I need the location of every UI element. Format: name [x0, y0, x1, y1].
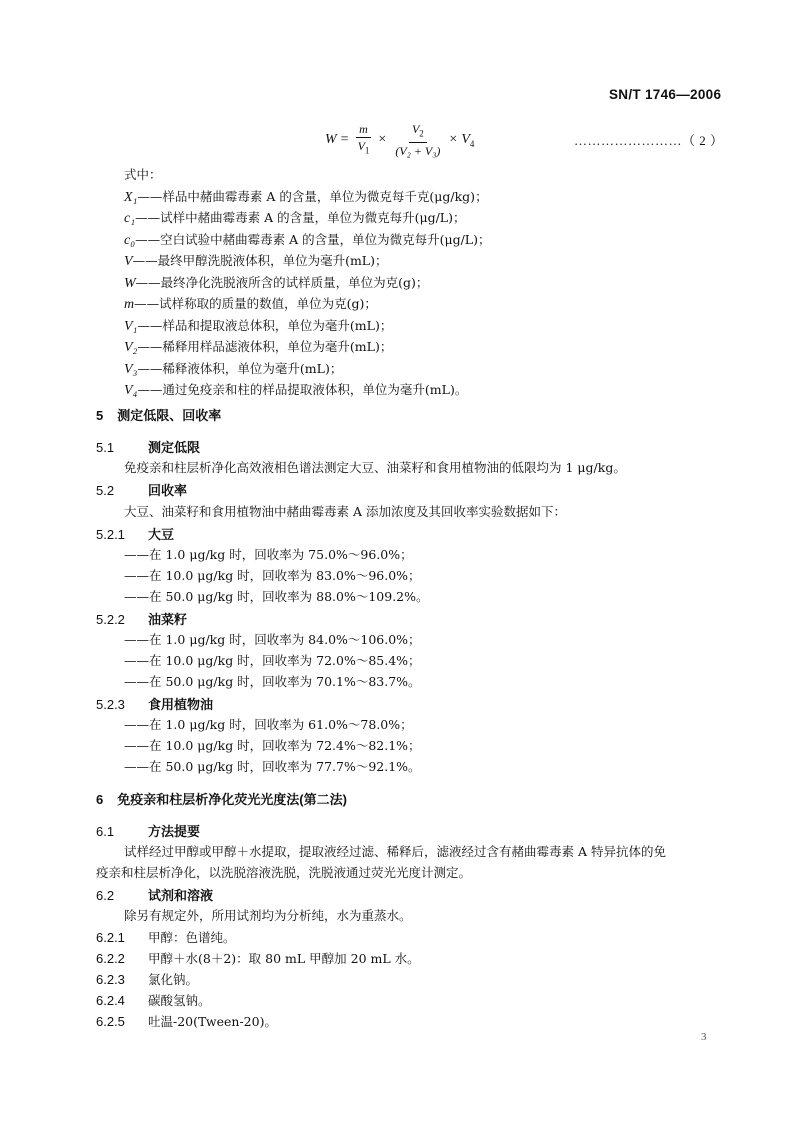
- reagent-item: 6.2.1 甲醇：色谱纯。: [96, 930, 236, 945]
- formula-lhs: W: [325, 132, 337, 147]
- definition-line: V₂——稀释用样品滤液体积，单位为毫升(mL)；: [124, 339, 393, 355]
- formula: [325, 118, 474, 162]
- section-6-heading: 6 免疫亲和柱层析净化荧光光度法(第二法): [96, 792, 347, 807]
- definition-line: X₁——样品中赭曲霉毒素 A 的含量，单位为微克每千克(μg/kg)；: [124, 188, 488, 205]
- definition-line: W——最终净化洗脱液所含的试样质量，单位为克(g)；: [124, 274, 429, 291]
- list-item: ——在 10.0 μg/kg 时，回收率为 83.0%～96.0%；: [124, 568, 421, 583]
- section-5-2-text: 大豆、油菜籽和食用植物油中赭曲霉毒素 A 添加浓度及其回收率实验数据如下：: [124, 504, 566, 519]
- section-6-2-text: 除另有规定外，所用试剂均为分析纯，水为重蒸水。: [124, 908, 412, 923]
- section-6-1-text-line2: 疫亲和柱层析净化，以洗脱溶液洗脱，洗脱液通过荧光光度计测定。: [96, 865, 472, 880]
- list-item: ——在 10.0 μg/kg 时，回收率为 72.0%～85.4%；: [124, 653, 421, 668]
- where-label: 式中：: [124, 167, 162, 182]
- definition-line: m——试样称取的质量的数值，单位为克(g)；: [124, 296, 377, 312]
- section-6-2-heading: 6.2 试剂和溶液: [96, 888, 214, 903]
- section-5-2-3-heading: 5.2.3 食用植物油: [96, 697, 214, 712]
- section-5-heading: 5 测定低限、回收率: [96, 408, 222, 423]
- definition-line: c₁——试样中赭曲霉毒素 A 的含量，单位为微克每升(μg/L)；: [124, 210, 466, 226]
- reagent-item: 6.2.5 吐温-20(Tween-20)。: [96, 1014, 277, 1029]
- list-item: ——在 1.0 μg/kg 时，回收率为 75.0%～96.0%；: [124, 547, 413, 562]
- reagent-item: 6.2.4 碳酸氢钠。: [96, 993, 211, 1008]
- page-number: 3: [701, 1031, 707, 1043]
- section-5-2-1-heading: 5.2.1 大豆: [96, 527, 175, 542]
- definition-line: V₄——通过免疫亲和柱的样品提取液体积，单位为毫升(mL)。: [124, 382, 468, 398]
- fraction-m-over-v1: [355, 122, 373, 157]
- list-item: ——在 50.0 μg/kg 时，回收率为 77.7%～92.1%。: [124, 759, 421, 774]
- fraction-numerator: m: [356, 122, 371, 138]
- fraction-denominator: (V₂ + V₃): [395, 143, 441, 158]
- section-5-2-2-heading: 5.2.2 油菜籽: [96, 612, 188, 627]
- list-item: ——在 50.0 μg/kg 时，回收率为 70.1%～83.7%。: [124, 674, 421, 689]
- list-item: ——在 1.0 μg/kg 时，回收率为 61.0%～78.0%；: [124, 717, 413, 732]
- list-item: ——在 1.0 μg/kg 时，回收率为 84.0%～106.0%；: [124, 632, 421, 647]
- fraction-v2-over-sum: [392, 122, 443, 157]
- section-6-1-heading: 6.1 方法提要: [96, 824, 201, 839]
- reagent-item: 6.2.3 氯化钠。: [96, 972, 199, 987]
- standard-code: SN/T 1746—2006: [609, 87, 722, 102]
- definition-line: V——最终甲醇洗脱液体积，单位为毫升(mL)；: [124, 253, 388, 269]
- formula-equals: =: [340, 132, 349, 147]
- definition-line: V₃——稀释液体积，单位为毫升(mL)；: [124, 360, 343, 377]
- section-5-1-heading: 5.1 测定低限: [96, 440, 201, 455]
- equation-number: ……………………（ 2 ）: [574, 133, 724, 148]
- definitions-block: [124, 164, 490, 401]
- section-6-1-text-line1: 试样经过甲醇或甲醇＋水提取，提取液经过滤、稀释后，滤液经过含有赭曲霉毒素 A 特异抗体的免: [124, 844, 666, 859]
- fraction-numerator: $V_2$: [409, 122, 427, 142]
- list-item: ——在 50.0 μg/kg 时，回收率为 88.0%～109.2%。: [124, 589, 429, 604]
- definition-line: c₀——空白试验中赭曲霉毒素 A 的含量，单位为微克每升(μg/L)；: [124, 231, 491, 248]
- formula-times: ×: [449, 132, 458, 147]
- section-5-1-text: 免疫亲和柱层析净化高效液相色谱法测定大豆、油菜籽和食用植物油的低限均为 1 μg/kg。: [124, 460, 626, 475]
- reagent-item: 6.2.2 甲醇＋水(8＋2)：取 80 mL 甲醇加 20 mL 水。: [96, 951, 420, 966]
- fraction-denominator: $V_1$: [357, 139, 370, 156]
- formula-rhs: $V_4$: [461, 131, 475, 149]
- definition-line: V₁——样品和提取液总体积，单位为毫升(mL)；: [124, 317, 393, 334]
- section-5-2-heading: 5.2 回收率: [96, 483, 188, 498]
- formula-times: ×: [378, 132, 387, 147]
- list-item: ——在 10.0 μg/kg 时，回收率为 72.4%～82.1%；: [124, 738, 421, 753]
